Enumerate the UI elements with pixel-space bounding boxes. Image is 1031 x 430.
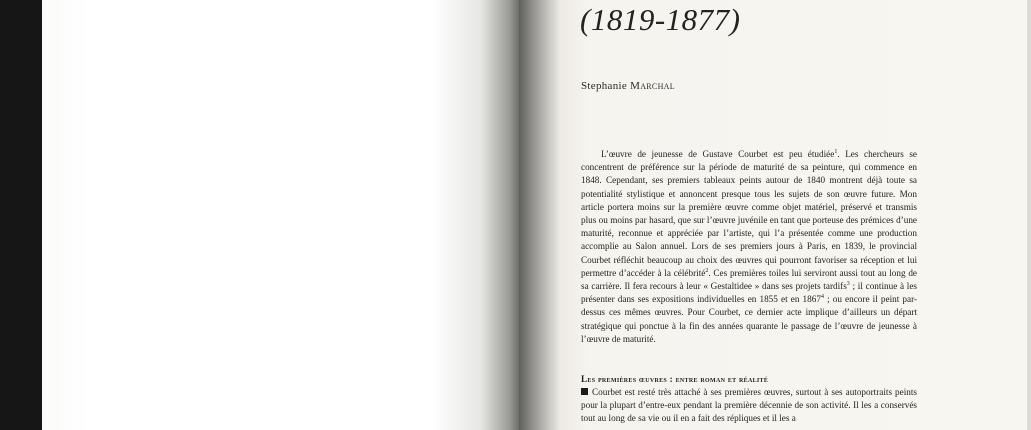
footnote-ref[interactable]: 2 <box>705 267 709 274</box>
paragraph-text: L’œuvre de jeunesse de Gustave Courbet est peu étudiée <box>601 149 835 159</box>
footnote-ref[interactable]: 3 <box>846 280 850 287</box>
author-last-name: Marchal <box>630 80 675 92</box>
section-square-marker-icon <box>581 388 588 395</box>
footnote-ref[interactable]: 4 <box>820 294 824 301</box>
section-text: Courbet est resté très attaché à ses premières œuvres, surtout à ses autoportraits peints pour la plupart d’entre-eux pendant la première décennie de son activité. Il les a conservés tout au long de sa vie ou il en a fait des répliques et il les a <box>581 387 917 424</box>
author-first-name: Stephanie <box>581 80 631 92</box>
book-gutter <box>519 0 559 430</box>
chapter-title: (1819-1877) <box>580 2 741 37</box>
section-heading: Les premières œuvres : entre roman et réalité <box>581 374 769 384</box>
paragraph-text: ; il continue à les présenter dans ses expositions individuelles en 1855 et en 1867 <box>581 281 918 305</box>
book-edge-left <box>0 0 42 430</box>
intro-paragraph <box>581 148 917 346</box>
paragraph-text: . Ces premières toiles lui serviront aussi tout au long de sa carrière. Il fera recours à leur « Gestaltidee » dans ses projets tardifs <box>581 267 917 292</box>
book-edge-right <box>1027 0 1031 430</box>
right-page <box>559 0 1031 430</box>
section-paragraph <box>581 386 917 426</box>
left-page-blank <box>42 0 519 430</box>
paragraph-text: ; ou encore il peint par-dessus ces mêmes œuvres. Pour Courbet, ce dernier acte implique d’ailleurs un départ stratégique qui ponctue à la fin des années quarante le passage de l’œuvre de jeunesse à l’œuvre de maturité. <box>581 294 918 344</box>
paragraph-text: . Les chercheurs se concentrent de préférence sur la période de maturité de sa peinture, qui commence en 1848. Cependant, ses premiers tableaux peints autour de 1840 montrent déjà toute sa potentialité stylistique et annoncent presque tous les sujets de son œuvre future. Mon article portera moins sur la première œuvre comme objet matériel, préservé et transmis plus ou moins par hasard, que sur l’œuvre juvénile en tant que porteuse des prémices d’une maturité, reconnue et appréciée par l’artiste, qui l’a présentée comme une production accomplie au Salon annuel. Lors de ses premiers jours à Paris, en 1839, le provincial Courbet réfléchit beaucoup au choix des œuvres qui pourront favoriser sa réception et lui permettre d’accéder à la célébrité <box>581 149 917 278</box>
footnote-ref[interactable]: 1 <box>834 148 838 155</box>
author-name <box>581 80 675 92</box>
